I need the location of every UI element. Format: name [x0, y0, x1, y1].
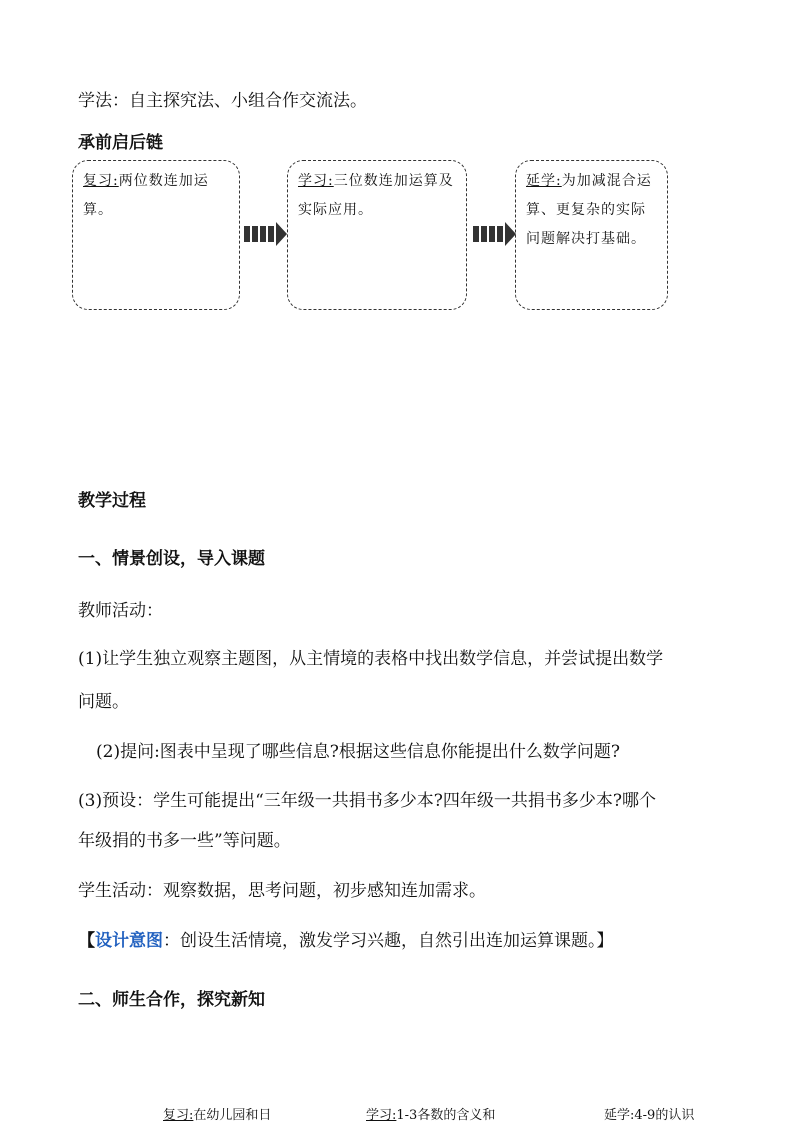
- learn-text: 三位数连加运算及实际应用。: [298, 173, 454, 218]
- item3-line2: 年级捐的书多一些”等问题。: [78, 831, 291, 851]
- review-tag: 复习:: [83, 173, 119, 189]
- review-card: [72, 160, 240, 310]
- footer-extend-tag: 延学:: [604, 1108, 635, 1123]
- extend-tag: 延学:: [526, 173, 562, 189]
- section1-heading: 一、情景创设，导入课题: [78, 549, 265, 569]
- footer-extend: [604, 1104, 694, 1123]
- design-intent-label: 设计意图: [95, 931, 163, 951]
- design-intent: [78, 926, 614, 951]
- chain-heading: 承前启后链: [78, 133, 163, 153]
- student-activity: 学生活动：观察数据，思考问题，初步感知连加需求。: [78, 881, 486, 901]
- footer-learn: [366, 1104, 495, 1123]
- arrow-right-icon: [473, 222, 516, 246]
- item1-line1: (1)让学生独立观察主题图，从主情境的表格中找出数学信息，并尝试提出数学: [78, 649, 664, 669]
- footer-learn-tag: 学习:: [366, 1108, 397, 1123]
- learn-tag: 学习:: [298, 173, 334, 189]
- item1-line2: 问题。: [78, 692, 129, 712]
- design-intent-text: ：创设生活情境，激发学习兴趣，自然引出连加运算课题。】: [163, 931, 614, 951]
- learn-card: [287, 160, 467, 310]
- footer-review-tag: 复习:: [163, 1108, 194, 1123]
- extend-card: [515, 160, 668, 310]
- study-method: 学法：自主探究法、小组合作交流法。: [78, 91, 367, 111]
- process-heading: 教学过程: [78, 491, 146, 511]
- item3-line1: (3)预设：学生可能提出“三年级一共捐书多少本?四年级一共捐书多少本?哪个: [78, 791, 656, 811]
- arrow-right-icon: [244, 222, 287, 246]
- teacher-activity: 教师活动：: [78, 601, 163, 621]
- section2-heading: 二、师生合作，探究新知: [78, 990, 265, 1010]
- footer-learn-text: 1-3各数的含义和: [396, 1108, 496, 1123]
- review-text: 两位数连加运算。: [83, 173, 209, 218]
- item2: (2)提问:图表中呈现了哪些信息?根据这些信息你能提出什么数学问题?: [96, 742, 621, 762]
- design-intent-open: 【: [78, 931, 95, 951]
- extend-text: 为加减混合运算、更复杂的实际问题解决打基础。: [526, 173, 652, 247]
- footer-review: [163, 1104, 271, 1123]
- footer-review-text: 在幼儿园和日: [193, 1108, 272, 1123]
- footer-extend-text: 4-9的认识: [634, 1108, 695, 1123]
